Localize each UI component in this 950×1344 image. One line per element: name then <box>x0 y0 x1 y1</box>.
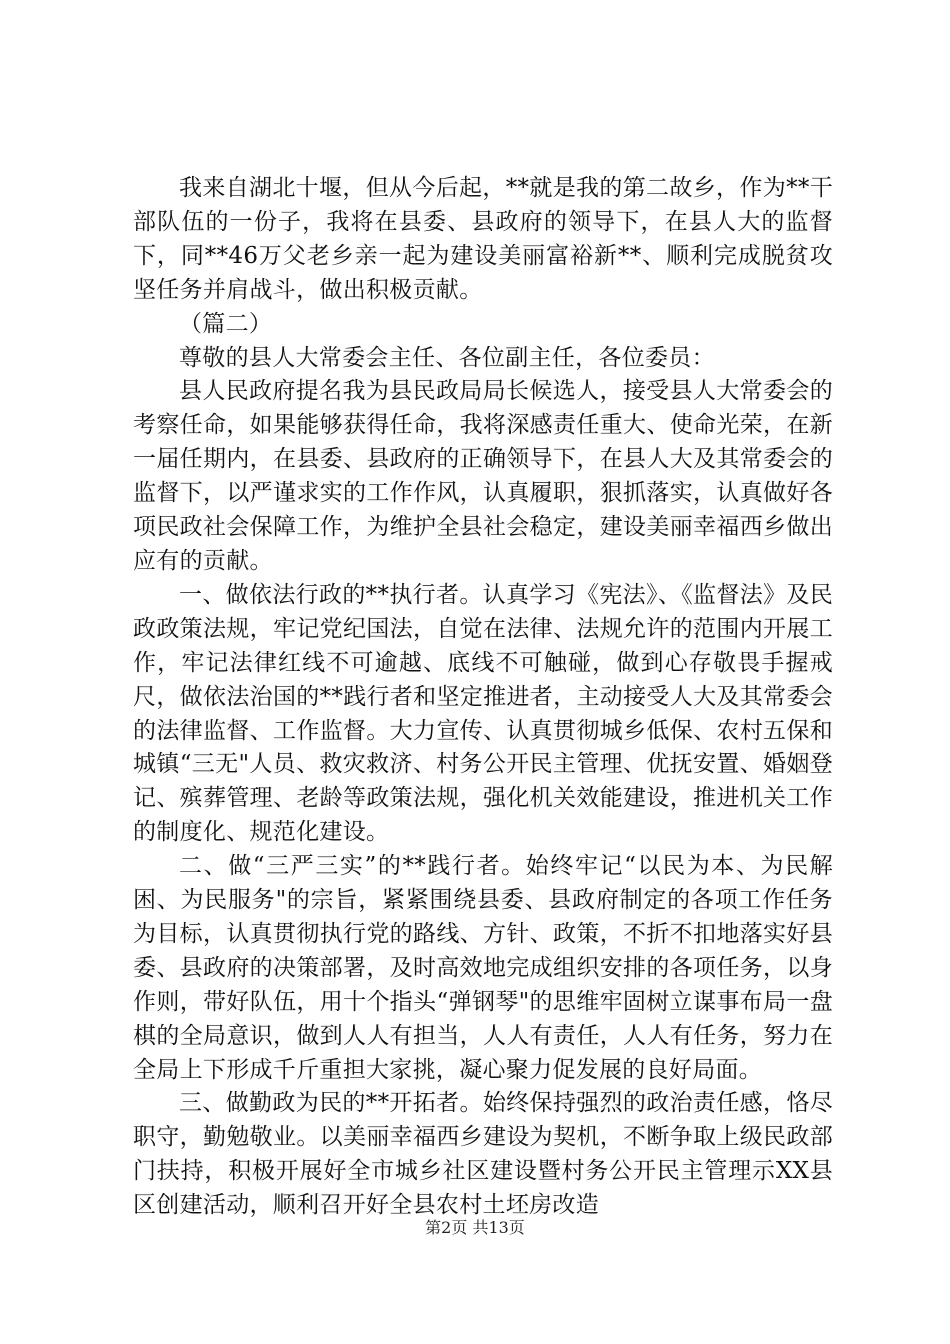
page-number: 第2页 共13页 <box>425 1218 525 1237</box>
document-body <box>133 172 833 1223</box>
paragraph-point-one: 一、做依法行政的**执行者。认真学习《宪法》、《监督法》及民政政策法规，牢记党纪国法，自觉在法律、法规允许的范围内开展工作，牢记法律红线不可逾越、底线不可触碰，做到心存敬畏手握戒尺，做依法治国的**践行者和坚定推进者，主动接受人大及其常委会的法律监督、工作监督。大力宣传、认真贯彻城乡低保、农村五保和城镇“三无"人员、救灾救济、村务公开民主管理、优抚安置、婚姻登记、殡葬管理、老龄等政策法规，强化机关效能建设，推进机关工作的制度化、规范化建设。 <box>133 581 833 846</box>
paragraph-1: 我来自湖北十堰，但从今后起，**就是我的第二故乡，作为**干部队伍的一份子，我将在县委、县政府的领导下，在县人大的监督下，同**46万父老乡亲一起为建设美丽富裕新**、顺利完成脱贫攻坚任务并肩战斗，做出积极贡献。 <box>133 175 833 303</box>
section-heading-part-two: （篇二） <box>179 310 273 337</box>
paragraph-intro: 县人民政府提名我为县民政局局长候选人，接受县人大常委会的考察任命，如果能够获得任命，我将深感责任重大、使命光荣，在新一届任期内，在县委、县政府的正确领导下，在县人大及其常委会的监督下，以严谨求实的工作作风，认真履职，狠抓落实，认真做好各项民政社会保障工作，为维护全县社会稳定，建设美丽幸福西乡做出应有的贡献。 <box>133 378 833 574</box>
paragraph-point-three: 三、做勤政为民的**开拓者。始终保持强烈的政治责任感，恪尽职守，勤勉敬业。以美丽幸福西乡建设为契机，不断争取上级民政部门扶持，积极开展好全市城乡社区建设暨村务公开民主管理示XX县区创建活动，顺利召开好全县农村土坯房改造 <box>133 1090 833 1219</box>
salutation: 尊敬的县人大常委会主任、各位副主任，各位委员： <box>179 344 715 371</box>
page-footer <box>0 1215 950 1238</box>
paragraph-point-two: 二、做“三严三实”的**践行者。始终牢记“以民为本、为民解困、为民服务"的宗旨，紧紧围绕县委、县政府制定的各项工作任务为目标，认真贯彻执行党的路线、方针、政策，不折不扣地落实好县委、县政府的决策部署，及时高效地完成组织安排的各项任务，以身作则，带好队伍，用十个指头“弹钢琴"的思维牢固树立谋事布局一盘棋的全局意识，做到人人有担当，人人有责任，人人有任务，努力在全局上下形成千斤重担大家挑，凝心聚力促发展的良好局面。 <box>133 853 833 1083</box>
